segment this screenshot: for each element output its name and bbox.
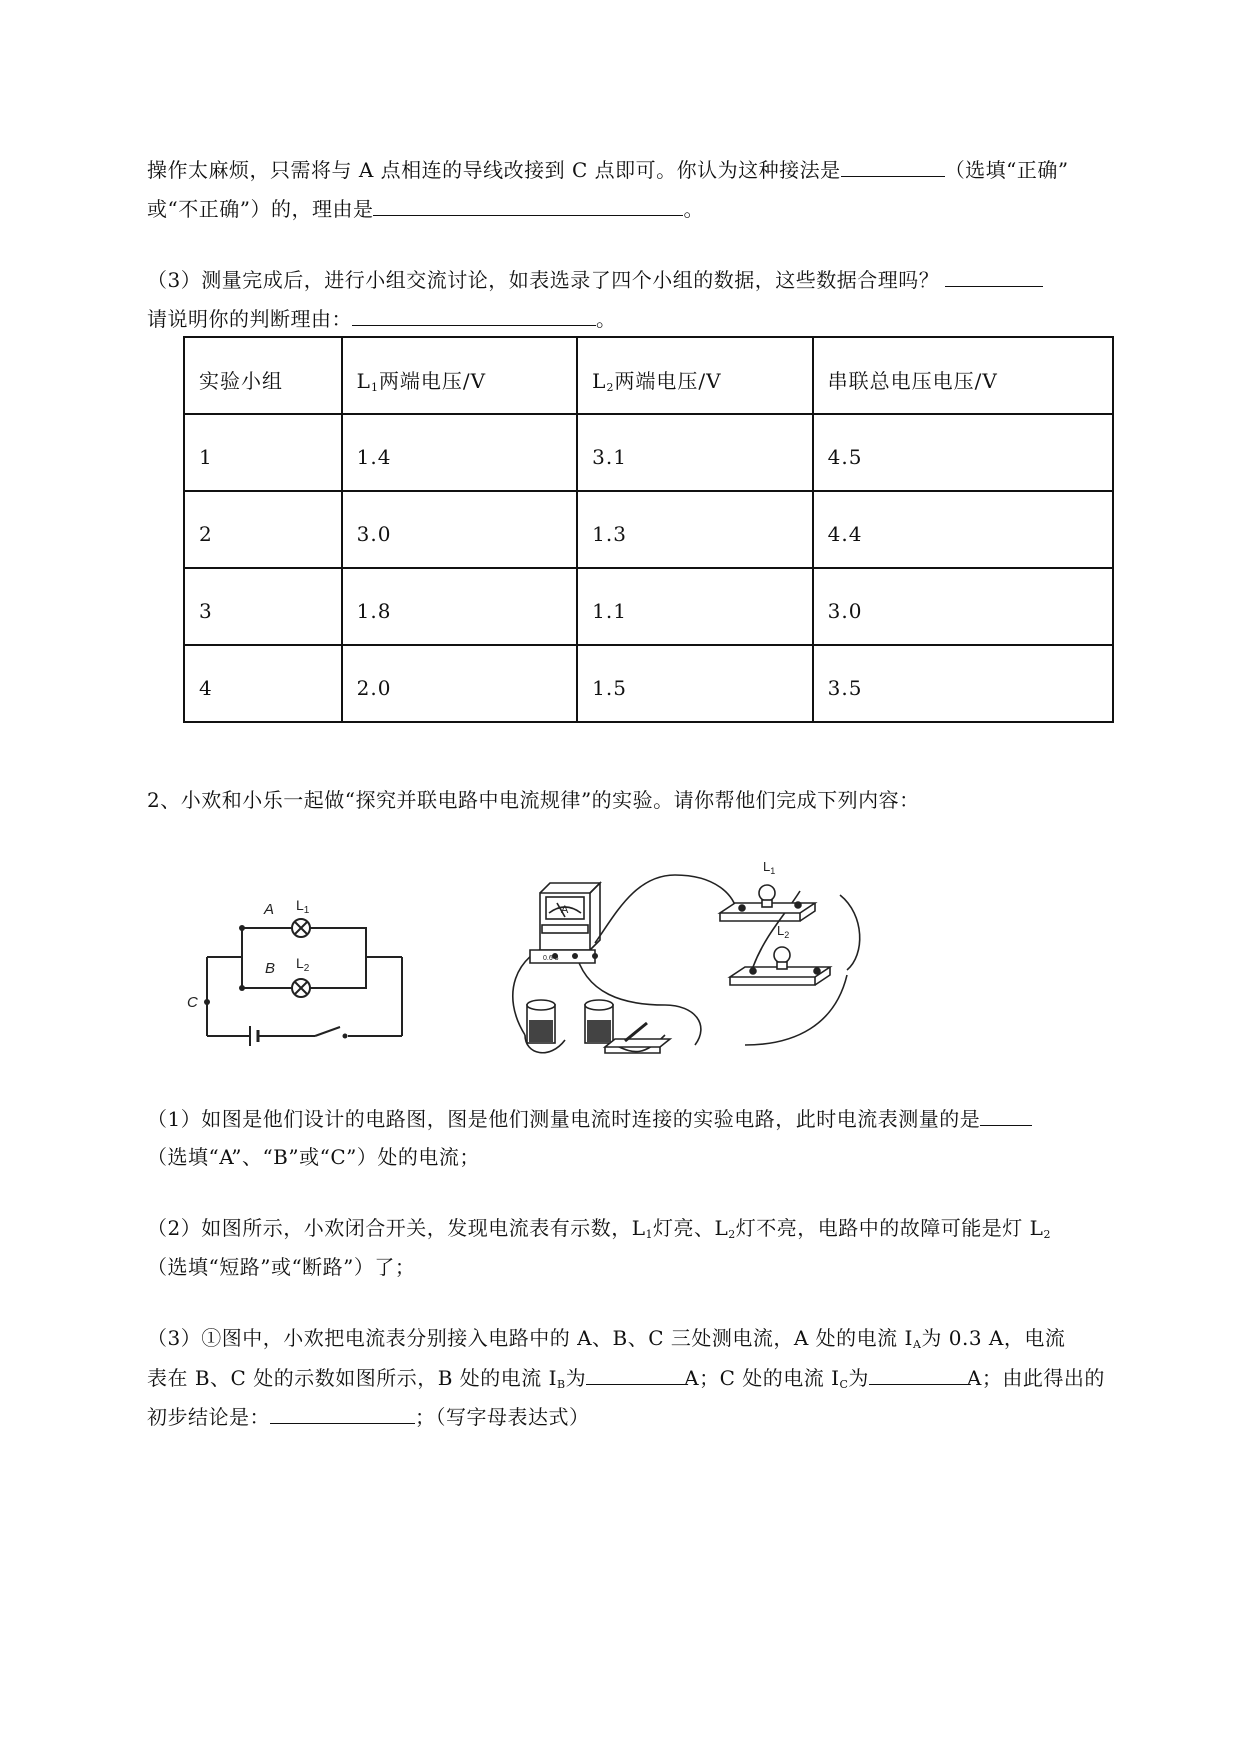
header-l2-voltage: $L_2$两端电压/V: [577, 337, 813, 414]
meter-terminal-labels: 0.6 3: [543, 955, 559, 962]
table-row: [184, 491, 1113, 568]
q2-title: 2、小欢和小乐一起做“探究并联电路中电流规律”的实验。请你帮他们完成下列内容：: [147, 788, 920, 812]
answer-blank-reasonable[interactable]: [945, 264, 1043, 287]
cell-total: 3.5: [813, 645, 1113, 722]
cell-group: 2: [184, 491, 342, 568]
cell-l1: 2.0: [342, 645, 578, 722]
q3-intro-line2-text: 请说明你的判断理由：: [147, 307, 352, 331]
answer-blank-reason[interactable]: [373, 193, 683, 216]
cell-group: 4: [184, 645, 342, 722]
label-L1: $L_1$: [296, 897, 310, 916]
label-L2: $L_2$: [296, 955, 310, 974]
meter-letter: A: [561, 904, 569, 916]
parallel-circuit-schematic: [180, 870, 420, 1050]
cell-l2: 1.5: [577, 645, 813, 722]
para1-line1: [147, 154, 1069, 185]
cell-l1: 3.0: [342, 491, 578, 568]
answer-blank-current-c[interactable]: [869, 1362, 967, 1385]
q3-intro-line1-text: （3）测量完成后，进行小组交流讨论，如表选录了四个小组的数据，这些数据合理吗？: [147, 268, 940, 292]
label-C: C: [187, 994, 198, 1011]
para1-line2-text: 或“不正确”）的，理由是: [147, 197, 374, 221]
cell-l1: 1.4: [342, 414, 578, 491]
header-total-voltage: 串联总电压电压/V: [813, 337, 1113, 414]
real-circuit-illustration: [495, 855, 865, 1065]
label-A: A: [264, 901, 275, 918]
sub3-line3: 初步结论是： ；（写字母表达式）: [147, 1401, 590, 1432]
para1-line1-text: 操作太麻烦，只需将与 A 点相连的导线改接到 C 点即可。你认为这种接法是: [147, 158, 841, 182]
cell-total: 4.5: [813, 414, 1113, 491]
cell-l1: 1.8: [342, 568, 578, 645]
para1-line2: [147, 193, 704, 224]
header-group: 实验小组: [184, 337, 342, 414]
cell-total: 3.0: [813, 568, 1113, 645]
cell-l2: 3.1: [577, 414, 813, 491]
para1-line2-tail: 。: [683, 197, 704, 221]
answer-blank-current-b[interactable]: [586, 1362, 684, 1385]
cell-total: 4.4: [813, 491, 1113, 568]
table-header-row: [184, 337, 1113, 414]
voltage-data-table: [183, 336, 1114, 723]
sub2-line2: （选填“短路”或“断路”）了；: [147, 1255, 416, 1279]
real-label-L2: $L_2$: [777, 923, 790, 940]
sub1-line1-text: （1）如图是他们设计的电路图，图是他们测量电流时连接的实验电路，此时电流表测量的是: [147, 1107, 981, 1131]
q3-intro-line1: [147, 264, 1043, 295]
cell-l2: 1.1: [577, 568, 813, 645]
header-l1-voltage: $L_1$两端电压/V: [342, 337, 578, 414]
answer-blank-ammeter-position[interactable]: [980, 1103, 1032, 1126]
answer-blank-conclusion[interactable]: [270, 1401, 415, 1424]
table-row: [184, 645, 1113, 722]
q3-intro-line2-tail: 。: [596, 307, 617, 331]
q3-intro-line2: [147, 303, 617, 334]
para1-line1-tail: （选填“正确”: [944, 158, 1069, 182]
answer-blank-judgement[interactable]: [352, 303, 596, 326]
table-row: [184, 568, 1113, 645]
answer-blank-correctness[interactable]: [841, 154, 945, 177]
sub1-line2: （选填“A”、“B”或“C”）处的电流；: [147, 1145, 480, 1169]
sub1-line1: [147, 1103, 1032, 1134]
label-B: B: [265, 960, 276, 977]
real-label-L1: $L_1$: [763, 859, 776, 876]
cell-group: 1: [184, 414, 342, 491]
table-row: [184, 414, 1113, 491]
cell-group: 3: [184, 568, 342, 645]
cell-l2: 1.3: [577, 491, 813, 568]
sub3-line2: 表在 B、C 处的示数如图所示，B 处的电流 $I_B$为 A；C 处的电流 $I_C$为 A；由此得出的: [147, 1362, 1105, 1400]
sub2-line1: （2）如图所示，小欢闭合开关，发现电流表有示数，$L_1$灯亮、$L_2$灯不亮，电路中的故障可能是灯 $L_2$: [147, 1216, 1051, 1241]
sub3-line1: （3）①图中，小欢把电流表分别接入电路中的 A、B、C 三处测电流，A 处的电流 $I_A$为 0.3 A，电流: [147, 1326, 1066, 1351]
